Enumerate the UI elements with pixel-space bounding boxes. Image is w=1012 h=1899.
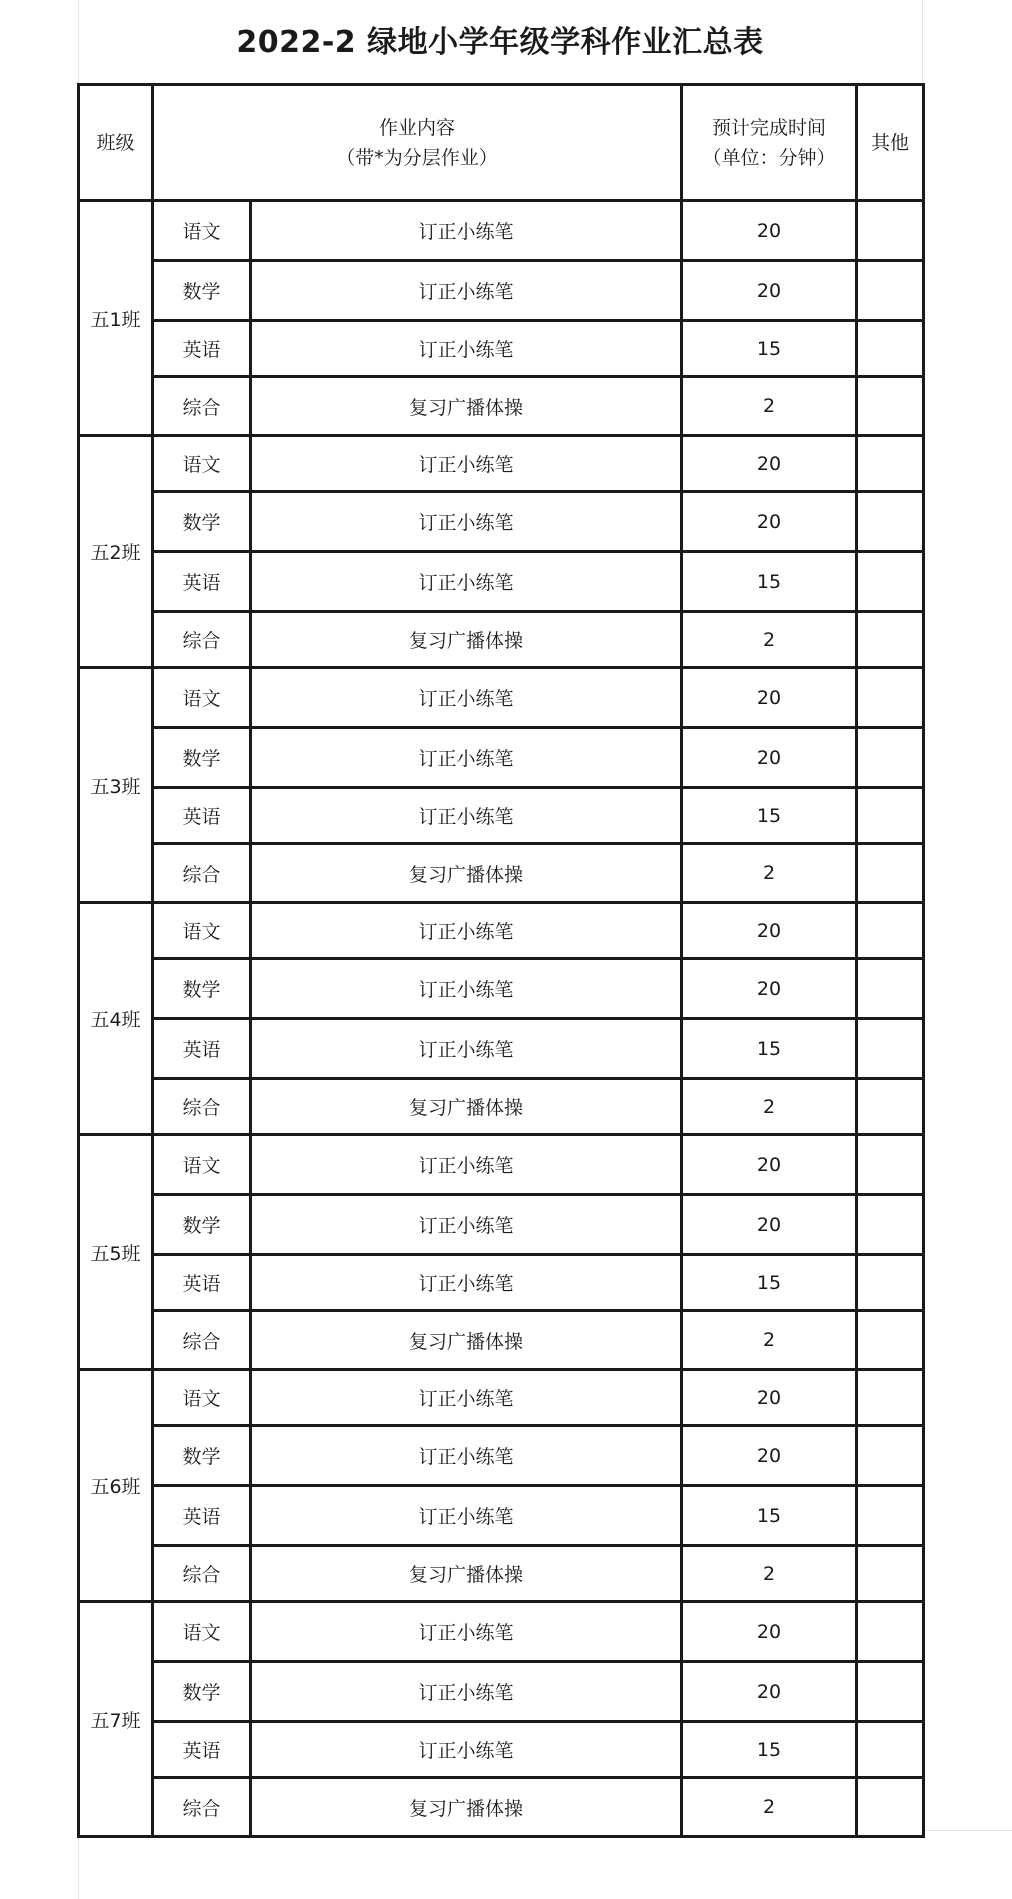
subject-cell: 综合 xyxy=(153,377,251,436)
content-cell: 订正小练笔 xyxy=(251,1662,682,1722)
subject-cell: 英语 xyxy=(153,552,251,612)
other-cell xyxy=(857,321,924,377)
subject-cell: 数学 xyxy=(153,1195,251,1255)
content-cell: 订正小练笔 xyxy=(251,788,682,844)
time-cell: 2 xyxy=(682,1546,857,1602)
subject-cell: 数学 xyxy=(153,492,251,552)
time-cell: 20 xyxy=(682,492,857,552)
time-cell: 2 xyxy=(682,1311,857,1370)
subject-cell: 综合 xyxy=(153,1079,251,1135)
content-cell: 订正小练笔 xyxy=(251,1426,682,1486)
content-cell: 订正小练笔 xyxy=(251,1370,682,1426)
other-cell xyxy=(857,1019,924,1079)
table-row xyxy=(79,788,924,844)
subject-cell: 综合 xyxy=(153,612,251,668)
header-time xyxy=(682,85,857,201)
other-cell xyxy=(857,1079,924,1135)
table-row xyxy=(79,1135,924,1195)
content-cell: 订正小练笔 xyxy=(251,1486,682,1546)
table-row xyxy=(79,1778,924,1837)
table-row xyxy=(79,1019,924,1079)
subject-cell: 数学 xyxy=(153,1426,251,1486)
content-cell: 订正小练笔 xyxy=(251,552,682,612)
content-cell: 订正小练笔 xyxy=(251,1602,682,1662)
table-row xyxy=(79,668,924,728)
other-cell xyxy=(857,1311,924,1370)
content-cell: 复习广播体操 xyxy=(251,1079,682,1135)
subject-cell: 综合 xyxy=(153,844,251,903)
other-cell xyxy=(857,612,924,668)
time-cell: 20 xyxy=(682,1370,857,1426)
table-row xyxy=(79,1546,924,1602)
content-cell: 订正小练笔 xyxy=(251,321,682,377)
other-cell xyxy=(857,1662,924,1722)
content-cell: 订正小练笔 xyxy=(251,903,682,959)
subject-cell: 英语 xyxy=(153,1486,251,1546)
class-name-cell: 五3班 xyxy=(79,668,153,903)
content-cell: 复习广播体操 xyxy=(251,1546,682,1602)
other-cell xyxy=(857,492,924,552)
other-cell xyxy=(857,261,924,321)
subject-cell: 语文 xyxy=(153,903,251,959)
time-cell: 20 xyxy=(682,959,857,1019)
table-row xyxy=(79,1079,924,1135)
time-cell: 2 xyxy=(682,612,857,668)
time-cell: 2 xyxy=(682,844,857,903)
other-cell xyxy=(857,1195,924,1255)
time-cell: 2 xyxy=(682,377,857,436)
table-row xyxy=(79,1370,924,1426)
class-name-cell: 五4班 xyxy=(79,903,153,1135)
content-cell: 订正小练笔 xyxy=(251,1255,682,1311)
table-row xyxy=(79,1722,924,1778)
header-content xyxy=(153,85,682,201)
other-cell xyxy=(857,728,924,788)
time-cell: 20 xyxy=(682,1195,857,1255)
table-row xyxy=(79,377,924,436)
subject-cell: 语文 xyxy=(153,201,251,261)
table-row xyxy=(79,1662,924,1722)
content-cell: 复习广播体操 xyxy=(251,612,682,668)
time-cell: 2 xyxy=(682,1778,857,1837)
time-cell: 20 xyxy=(682,903,857,959)
header-other: 其他 xyxy=(857,85,924,201)
table-row xyxy=(79,728,924,788)
content-cell: 订正小练笔 xyxy=(251,1019,682,1079)
time-cell: 20 xyxy=(682,1426,857,1486)
time-cell: 20 xyxy=(682,201,857,261)
other-cell xyxy=(857,201,924,261)
time-cell: 2 xyxy=(682,1079,857,1135)
table-row xyxy=(79,844,924,903)
other-cell xyxy=(857,668,924,728)
subject-cell: 综合 xyxy=(153,1778,251,1837)
class-name-cell: 五6班 xyxy=(79,1370,153,1602)
time-cell: 20 xyxy=(682,1135,857,1195)
other-cell xyxy=(857,1135,924,1195)
time-cell: 20 xyxy=(682,1662,857,1722)
content-cell: 订正小练笔 xyxy=(251,492,682,552)
subject-cell: 英语 xyxy=(153,788,251,844)
other-cell xyxy=(857,552,924,612)
subject-cell: 语文 xyxy=(153,1370,251,1426)
table-row xyxy=(79,492,924,552)
subject-cell: 英语 xyxy=(153,1722,251,1778)
other-cell xyxy=(857,1602,924,1662)
time-cell: 20 xyxy=(682,668,857,728)
header-row xyxy=(79,85,924,201)
content-cell: 订正小练笔 xyxy=(251,201,682,261)
time-cell: 20 xyxy=(682,261,857,321)
table-row xyxy=(79,903,924,959)
table-row xyxy=(79,552,924,612)
table-row xyxy=(79,1486,924,1546)
class-name-cell: 五5班 xyxy=(79,1135,153,1370)
content-cell: 订正小练笔 xyxy=(251,1195,682,1255)
other-cell xyxy=(857,1370,924,1426)
content-cell: 复习广播体操 xyxy=(251,1778,682,1837)
content-cell: 订正小练笔 xyxy=(251,668,682,728)
subject-cell: 综合 xyxy=(153,1311,251,1370)
other-cell xyxy=(857,903,924,959)
table-row xyxy=(79,959,924,1019)
other-cell xyxy=(857,436,924,492)
time-cell: 15 xyxy=(682,1722,857,1778)
table-row xyxy=(79,1426,924,1486)
table-row xyxy=(79,261,924,321)
other-cell xyxy=(857,1722,924,1778)
table-row xyxy=(79,612,924,668)
other-cell xyxy=(857,788,924,844)
time-cell: 15 xyxy=(682,1019,857,1079)
time-cell: 15 xyxy=(682,552,857,612)
other-cell xyxy=(857,1778,924,1837)
table-row xyxy=(79,1195,924,1255)
subject-cell: 英语 xyxy=(153,321,251,377)
page-title: 2022-2 绿地小学年级学科作业汇总表 xyxy=(236,25,764,60)
subject-cell: 语文 xyxy=(153,436,251,492)
header-class: 班级 xyxy=(79,85,153,201)
content-cell: 订正小练笔 xyxy=(251,436,682,492)
time-cell: 20 xyxy=(682,1602,857,1662)
other-cell xyxy=(857,1255,924,1311)
header-time-line2: （单位：分钟） xyxy=(702,146,836,169)
table-row xyxy=(79,1255,924,1311)
subject-cell: 语文 xyxy=(153,668,251,728)
class-name-cell: 五1班 xyxy=(79,201,153,436)
subject-cell: 语文 xyxy=(153,1135,251,1195)
content-cell: 订正小练笔 xyxy=(251,261,682,321)
header-time-line1: 预计完成时间 xyxy=(712,116,827,139)
subject-cell: 数学 xyxy=(153,1662,251,1722)
subject-cell: 综合 xyxy=(153,1546,251,1602)
subject-cell: 英语 xyxy=(153,1019,251,1079)
subject-cell: 数学 xyxy=(153,959,251,1019)
homework-summary-table xyxy=(77,83,925,1838)
class-name-cell: 五7班 xyxy=(79,1602,153,1837)
table-row xyxy=(79,1602,924,1662)
subject-cell: 语文 xyxy=(153,1602,251,1662)
content-cell: 订正小练笔 xyxy=(251,1135,682,1195)
table-row xyxy=(79,436,924,492)
other-cell xyxy=(857,959,924,1019)
other-cell xyxy=(857,1426,924,1486)
class-name-cell: 五2班 xyxy=(79,436,153,668)
time-cell: 15 xyxy=(682,1486,857,1546)
other-cell xyxy=(857,844,924,903)
other-cell xyxy=(857,377,924,436)
content-cell: 复习广播体操 xyxy=(251,844,682,903)
header-content-line1: 作业内容 xyxy=(379,116,456,139)
table-row xyxy=(79,201,924,261)
table-row xyxy=(79,1311,924,1370)
sheet-gridline xyxy=(922,1830,1012,1831)
table-body xyxy=(79,201,924,1837)
time-cell: 15 xyxy=(682,321,857,377)
content-cell: 订正小练笔 xyxy=(251,728,682,788)
subject-cell: 英语 xyxy=(153,1255,251,1311)
time-cell: 20 xyxy=(682,436,857,492)
content-cell: 订正小练笔 xyxy=(251,1722,682,1778)
other-cell xyxy=(857,1546,924,1602)
time-cell: 15 xyxy=(682,1255,857,1311)
time-cell: 15 xyxy=(682,788,857,844)
header-content-line2: （带*为分层作业） xyxy=(336,146,498,169)
subject-cell: 数学 xyxy=(153,728,251,788)
content-cell: 订正小练笔 xyxy=(251,959,682,1019)
content-cell: 复习广播体操 xyxy=(251,1311,682,1370)
subject-cell: 数学 xyxy=(153,261,251,321)
other-cell xyxy=(857,1486,924,1546)
content-cell: 复习广播体操 xyxy=(251,377,682,436)
table-row xyxy=(79,321,924,377)
time-cell: 20 xyxy=(682,728,857,788)
